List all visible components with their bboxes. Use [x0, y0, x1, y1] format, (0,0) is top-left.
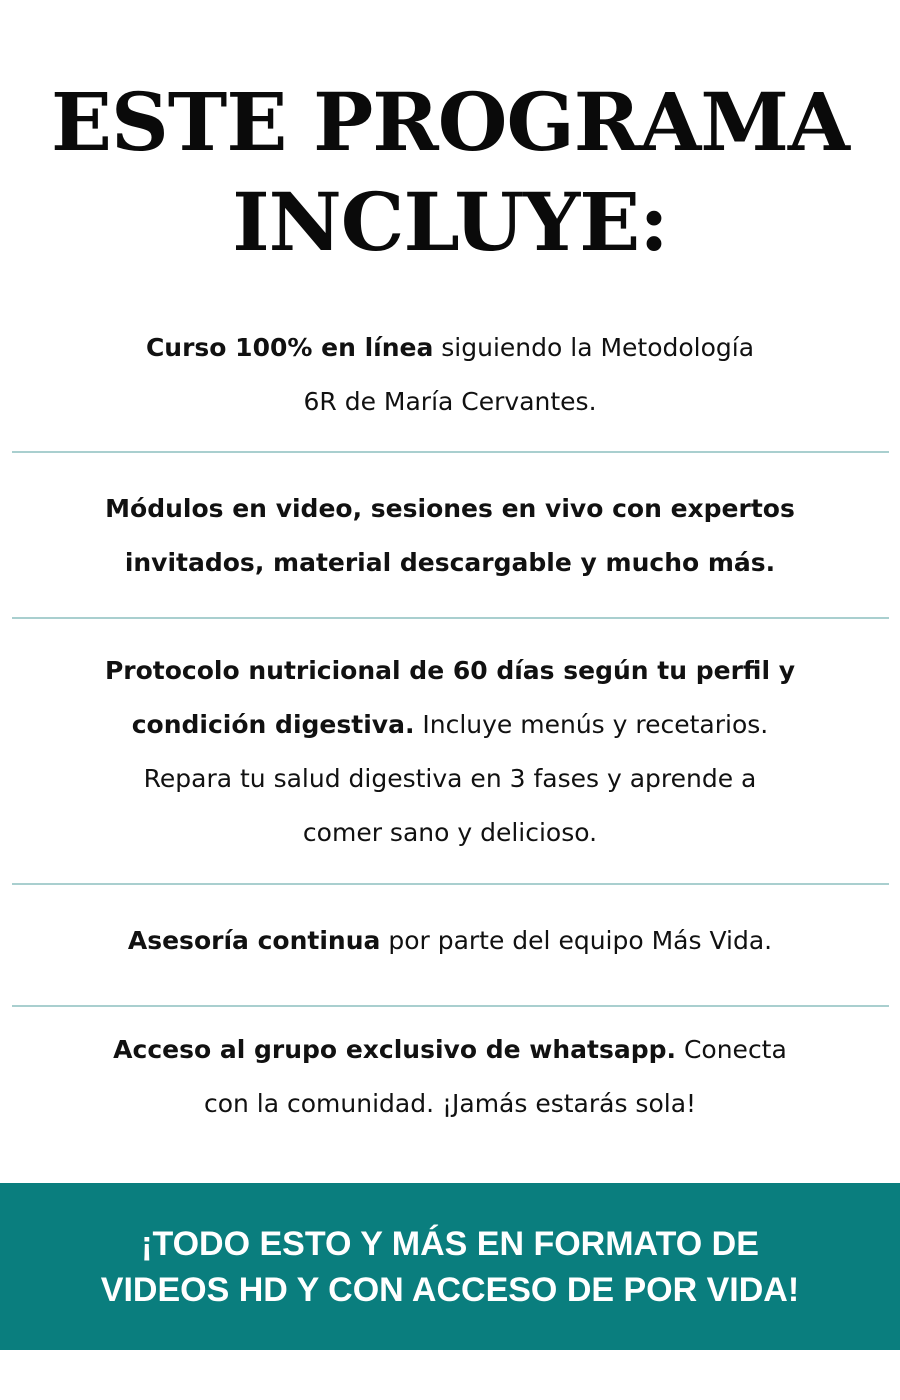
divider: [12, 1005, 889, 1007]
feature-item-course-text-1: siguiendo la Metodología: [433, 333, 755, 362]
divider: [12, 883, 889, 885]
feature-item-whatsapp: [60, 1023, 840, 1131]
feature-item-protocol-text-3: Repara tu salud digestiva en 3 fases y aprende a: [143, 764, 757, 793]
feature-item-advice-bold: Asesoría continua: [127, 926, 381, 955]
feature-item-protocol-bold-1: Protocolo nutricional de 60 días según tu perfil y: [104, 656, 796, 685]
feature-item-protocol-bold-2: condición digestiva.: [131, 710, 415, 739]
feature-item-whatsapp-text-1: Conecta: [676, 1035, 787, 1064]
divider: [12, 451, 889, 453]
feature-item-course-bold: Curso 100% en línea: [145, 333, 434, 362]
feature-item-modules-bold-1: Módulos en video, sesiones en vivo con expertos: [105, 494, 795, 523]
feature-item-protocol: [60, 644, 840, 860]
feature-item-course-text-2: 6R de María Cervantes.: [303, 387, 597, 416]
feature-item-protocol-text-4: comer sano y delicioso.: [302, 818, 598, 847]
feature-item-advice: [60, 914, 840, 968]
feature-item-whatsapp-text-2: con la comunidad. ¡Jamás estarás sola!: [203, 1089, 697, 1118]
divider: [12, 617, 889, 619]
cta-banner-line-1: ¡TODO ESTO Y MÁS EN FORMATO DE: [141, 1225, 759, 1263]
feature-item-modules: [60, 482, 840, 590]
feature-item-modules-bold-2: invitados, material descargable y mucho más.: [124, 548, 776, 577]
page-title-line-2: INCLUYE:: [232, 175, 668, 269]
page-title-line-1: ESTE PROGRAMA: [51, 75, 849, 169]
feature-item-course: [60, 321, 840, 429]
cta-banner-line-2: VIDEOS HD Y CON ACCESO DE POR VIDA!: [100, 1271, 800, 1309]
cta-banner-text: [0, 1221, 900, 1313]
feature-item-protocol-text-2: Incluye menús y recetarios.: [414, 710, 769, 739]
feature-item-advice-text: por parte del equipo Más Vida.: [380, 926, 773, 955]
feature-item-whatsapp-bold: Acceso al grupo exclusivo de whatsapp.: [113, 1035, 677, 1064]
page-title: [0, 72, 900, 272]
